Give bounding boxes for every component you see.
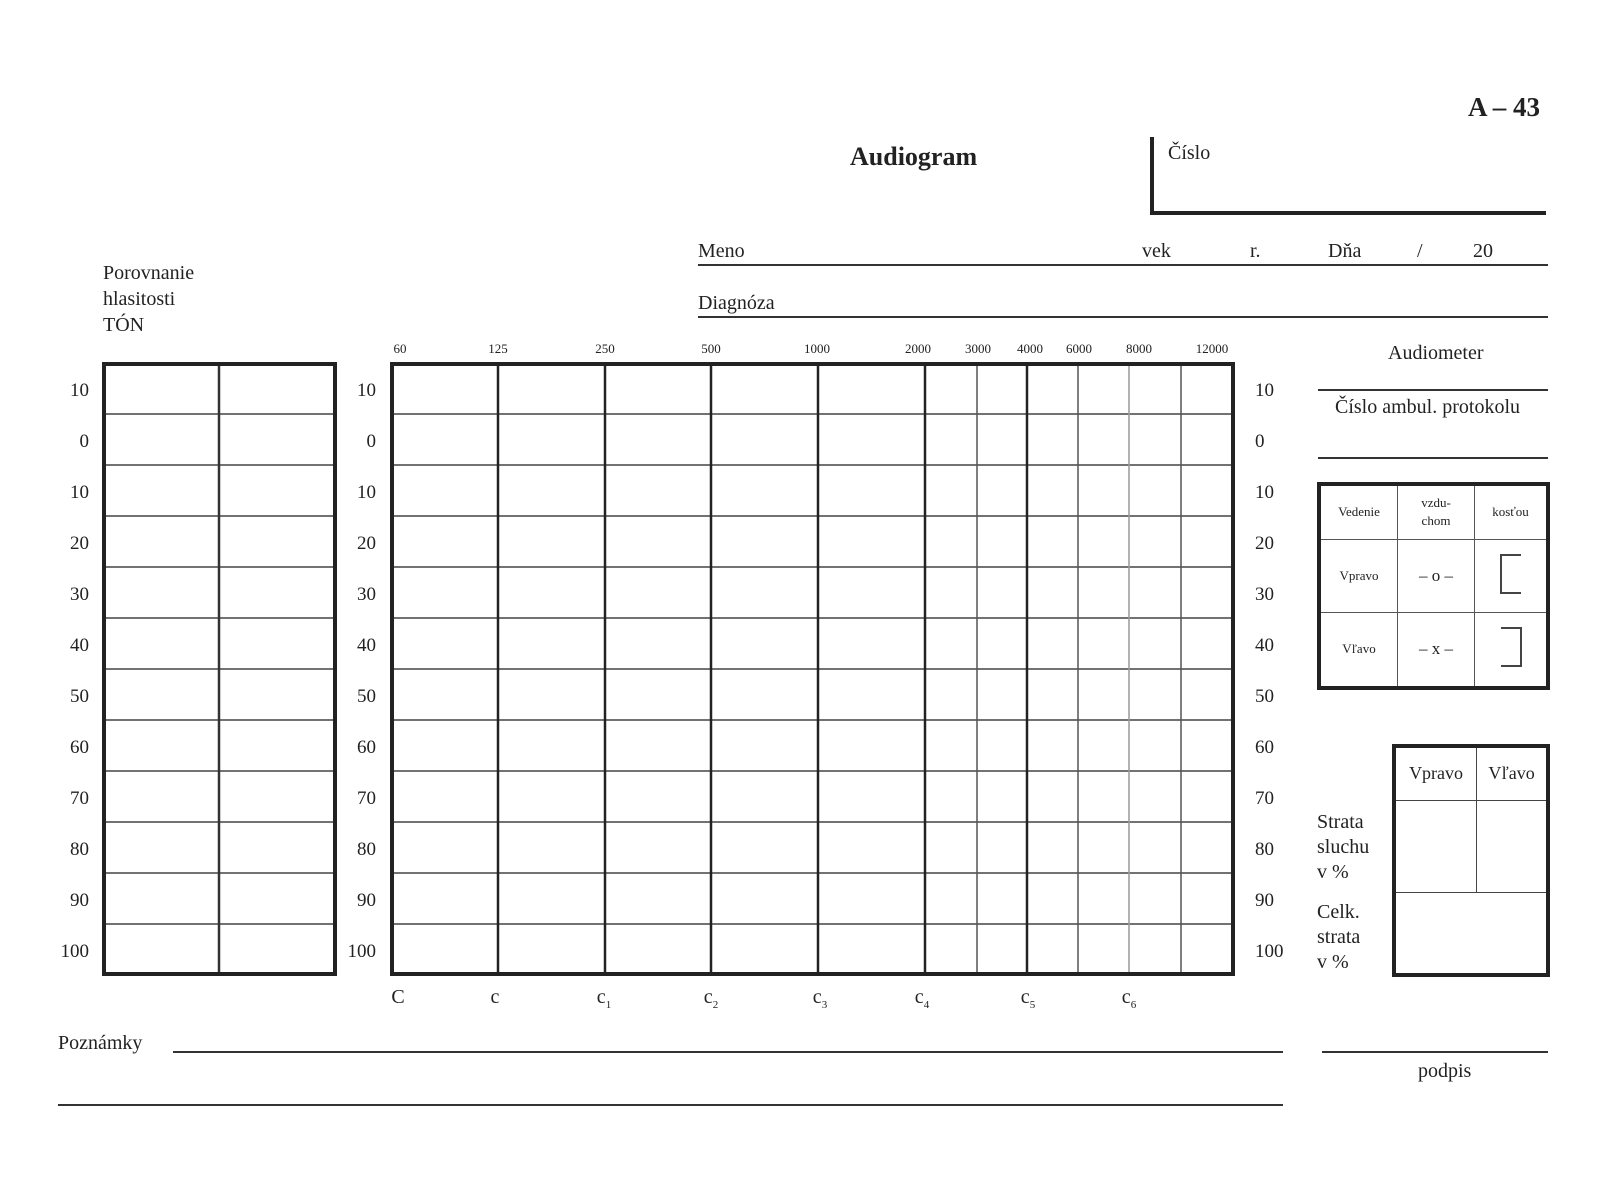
y-label-left-1: 10: [70, 380, 89, 401]
y-label-left-2: 0: [79, 431, 89, 452]
legend-bone-right-symbol: [1475, 539, 1549, 612]
y-label-right-1: 10: [1255, 380, 1274, 401]
name-label: Meno: [698, 240, 745, 262]
y-label-right-9: 70: [1255, 788, 1274, 809]
freq-label-6000: 6000: [1066, 341, 1092, 356]
y-label-left-12: 100: [60, 941, 89, 962]
y-label-right-6: 40: [1255, 635, 1274, 656]
y-label-mid-11: 90: [357, 890, 376, 911]
legend-row-right-label: Vpravo: [1319, 539, 1398, 612]
y-label-right-7: 50: [1255, 686, 1274, 707]
y-label-right-5: 30: [1255, 584, 1274, 605]
loss-col-left: Vľavo: [1477, 746, 1548, 800]
legend-header-conduction: Vedenie: [1319, 484, 1398, 539]
year-prefix: 20: [1473, 240, 1493, 262]
diagnosis-label: Diagnóza: [698, 292, 775, 314]
y-label-left-5: 30: [70, 584, 89, 605]
name-line[interactable]: [698, 264, 1548, 266]
y-label-right-4: 20: [1255, 533, 1274, 554]
y-label-mid-9: 70: [357, 788, 376, 809]
y-label-mid-4: 20: [357, 533, 376, 554]
loudness-grid[interactable]: [102, 362, 337, 976]
total-loss-cell[interactable]: [1394, 892, 1548, 975]
freq-label-12000: 12000: [1195, 341, 1229, 356]
bracket-right-icon: [1498, 626, 1524, 668]
symbol-legend-table: [1317, 482, 1550, 690]
y-label-left-6: 40: [70, 635, 89, 656]
note-label-8: $c_6$: [1121, 986, 1137, 1011]
protocol-line[interactable]: [1318, 457, 1548, 459]
y-label-left-10: 80: [70, 839, 89, 860]
audiogram-grid[interactable]: [390, 362, 1235, 976]
legend-header-bone: kosťou: [1475, 484, 1549, 539]
note-label-1: C: [391, 986, 405, 1008]
y-label-mid-8: 60: [357, 737, 376, 758]
y-label-mid-5: 30: [357, 584, 376, 605]
y-label-mid-10: 80: [357, 839, 376, 860]
note-label-5: $c_3$: [812, 986, 828, 1011]
freq-label-1000: 1000: [804, 341, 830, 356]
signature-line[interactable]: [1322, 1051, 1548, 1053]
y-label-left-3: 10: [70, 482, 89, 503]
y-label-left-4: 20: [70, 533, 89, 554]
loudness-label-3: TÓN: [103, 314, 145, 336]
signature-label: podpis: [1418, 1060, 1472, 1082]
y-label-left-7: 50: [70, 686, 89, 707]
y-label-right-12: 100: [1255, 941, 1284, 962]
audiometer-label: Audiometer: [1388, 342, 1484, 364]
page-title: Audiogram: [850, 142, 978, 171]
freq-label-60: 60: [393, 341, 407, 356]
y-label-right-2: 0: [1255, 431, 1265, 452]
y-label-mid-12: 100: [347, 941, 376, 962]
notes-label: Poznámky: [58, 1032, 143, 1054]
date-separator: /: [1417, 240, 1423, 262]
legend-header-air: vzdu- chom: [1398, 484, 1475, 539]
y-label-left-9: 70: [70, 788, 89, 809]
y-label-mid-6: 40: [357, 635, 376, 656]
freq-label-3000: 3000: [965, 341, 991, 356]
freq-label-8000: 8000: [1126, 341, 1152, 356]
freq-label-4000: 4000: [1017, 341, 1043, 356]
y-label-left-8: 60: [70, 737, 89, 758]
legend-air-left-symbol: – x –: [1398, 612, 1475, 688]
y-label-right-10: 80: [1255, 839, 1274, 860]
protocol-label: Číslo ambul. protokolu: [1335, 396, 1520, 418]
total-loss-label: Celk. strata v %: [1317, 901, 1361, 973]
loudness-label-1: Porovnanie: [103, 262, 195, 284]
hearing-loss-label: Strata sluchu v %: [1317, 811, 1370, 883]
y-label-mid-7: 50: [357, 686, 376, 707]
legend-air-right-symbol: – o –: [1398, 539, 1475, 612]
note-label-6: $c_4$: [914, 986, 930, 1011]
number-label: Číslo: [1168, 142, 1211, 164]
loss-left-cell[interactable]: [1477, 800, 1548, 892]
year-unit-label: r.: [1250, 240, 1261, 262]
note-label-4: $c_2$: [703, 986, 719, 1011]
hearing-loss-table: [1392, 744, 1550, 977]
y-label-mid-1: 10: [357, 380, 376, 401]
y-label-mid-2: 0: [366, 431, 376, 452]
freq-label-2000: 2000: [905, 341, 931, 356]
freq-label-500: 500: [701, 341, 721, 356]
legend-row-left-label: Vľavo: [1319, 612, 1398, 688]
notes-line-2[interactable]: [58, 1104, 1283, 1106]
loss-col-right: Vpravo: [1394, 746, 1477, 800]
legend-bone-left-symbol: [1475, 612, 1549, 688]
loudness-label-2: hlasitosti: [103, 288, 176, 310]
date-label: Dňa: [1328, 240, 1362, 262]
bracket-left-icon: [1498, 553, 1524, 595]
loss-right-cell[interactable]: [1394, 800, 1477, 892]
notes-line-1[interactable]: [173, 1051, 1283, 1053]
note-label-7: $c_5$: [1020, 986, 1036, 1011]
note-label-2: c: [490, 986, 500, 1008]
note-label-3: $c_1$: [596, 986, 612, 1011]
form-code: A – 43: [1468, 92, 1541, 122]
y-label-mid-3: 10: [357, 482, 376, 503]
y-label-left-11: 90: [70, 890, 89, 911]
freq-label-250: 250: [595, 341, 615, 356]
y-label-right-8: 60: [1255, 737, 1274, 758]
y-label-right-3: 10: [1255, 482, 1274, 503]
audiometer-line[interactable]: [1318, 389, 1548, 391]
freq-label-125: 125: [488, 341, 508, 356]
diagnosis-line[interactable]: [698, 316, 1548, 318]
y-label-right-11: 90: [1255, 890, 1274, 911]
age-label: vek: [1142, 240, 1171, 262]
